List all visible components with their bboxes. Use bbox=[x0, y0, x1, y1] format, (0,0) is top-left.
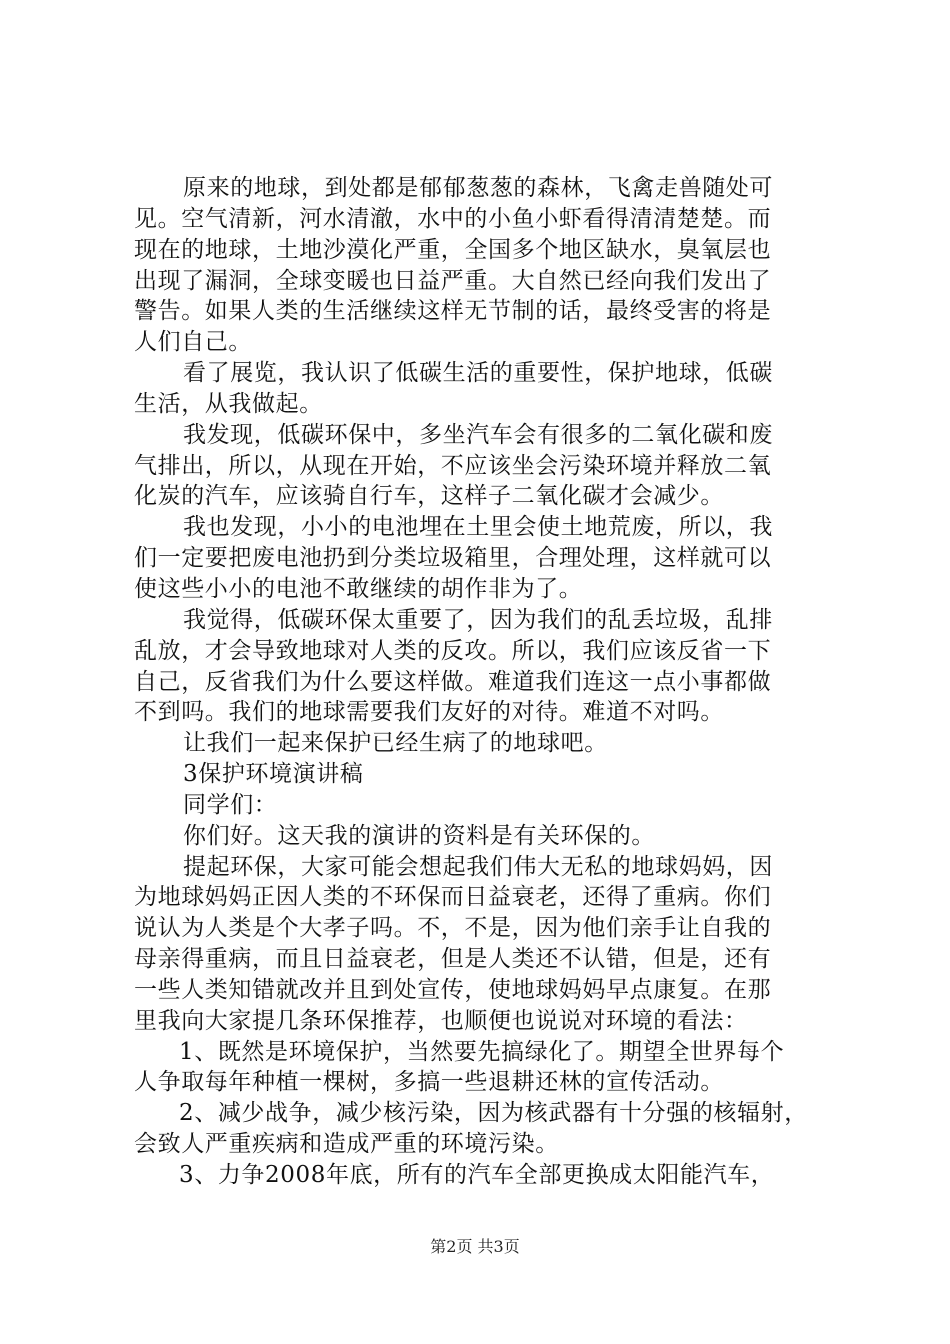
text-line: 我觉得，低碳环保太重要了，因为我们的乱丢垃圾，乱排 bbox=[183, 607, 773, 633]
text-line: 气排出，所以，从现在开始，不应该坐会污染环境并释放二氧 bbox=[134, 453, 772, 479]
text-line: 母亲得重病，而且日益衰老，但是人类还不认错，但是，还有 bbox=[134, 946, 772, 972]
text-line: 3、力争2008年底，所有的汽车全部更换成太阳能汽车， bbox=[179, 1162, 775, 1188]
text-line: 会致人严重疾病和造成严重的环境污染。 bbox=[134, 1131, 559, 1157]
text-line: 不到吗。我们的地球需要我们友好的对待。难道不对吗。 bbox=[134, 699, 724, 725]
text-line: 们一定要把废电池扔到分类垃圾箱里，合理处理，这样就可以 bbox=[134, 545, 772, 571]
text-line: 警告。如果人类的生活继续这样无节制的话，最终受害的将是 bbox=[134, 298, 772, 324]
text-line: 乱放，才会导致地球对人类的反攻。所以，我们应该反省一下 bbox=[134, 638, 772, 664]
text-line: 使这些小小的电池不敢继续的胡作非为了。 bbox=[134, 576, 583, 602]
text-line: 你们好。这天我的演讲的资料是有关环保的。 bbox=[183, 823, 655, 849]
text-line: 让我们一起来保护已经生病了的地球吧。 bbox=[183, 730, 608, 756]
text-line: 自己，反省我们为什么要这样做。难道我们连这一点小事都做 bbox=[134, 669, 772, 695]
text-line: 人争取每年种植一棵树，多搞一些退耕还林的宣传活动。 bbox=[134, 1069, 724, 1095]
text-line: 现在的地球，土地沙漠化严重，全国多个地区缺水，臭氧层也 bbox=[134, 237, 772, 263]
text-line: 生活，从我做起。 bbox=[134, 391, 323, 417]
text-line: 见。空气清新，河水清澈，水中的小鱼小虾看得清清楚楚。而 bbox=[134, 206, 772, 232]
text-line: 人们自己。 bbox=[134, 329, 252, 355]
section-heading: 3保护环境演讲稿 bbox=[183, 761, 364, 787]
text-line: 出现了漏洞，全球变暖也日益严重。大自然已经向我们发出了 bbox=[134, 268, 772, 294]
text-line: 说认为人类是个大孝子吗。不，不是，因为他们亲手让自我的 bbox=[134, 915, 772, 941]
text-line: 我发现，低碳环保中，多坐汽车会有很多的二氧化碳和废 bbox=[183, 422, 773, 448]
text-line: 看了展览，我认识了低碳生活的重要性，保护地球，低碳 bbox=[183, 360, 773, 386]
text-line: 2、减少战争，减少核污染，因为核武器有十分强的核辐射， bbox=[179, 1100, 808, 1126]
page-footer: 第2页 共3页 bbox=[430, 1237, 520, 1256]
text-line: 里我向大家提几条环保推荐，也顺便也说说对环境的看法： bbox=[134, 1008, 748, 1034]
text-line: 化炭的汽车，应该骑自行车，这样子二氧化碳才会减少。 bbox=[134, 483, 724, 509]
text-line: 我也发现，小小的电池埋在土里会使土地荒废，所以，我 bbox=[183, 514, 773, 540]
text-line: 提起环保，大家可能会想起我们伟大无私的地球妈妈，因 bbox=[183, 854, 773, 880]
text-line: 同学们： bbox=[183, 792, 278, 818]
text-line: 原来的地球，到处都是郁郁葱葱的森林，飞禽走兽随处可 bbox=[183, 175, 773, 201]
text-line: 1、既然是环境保护，当然要先搞绿化了。期望全世界每个 bbox=[179, 1039, 785, 1065]
text-line: 一些人类知错就改并且到处宣传，使地球妈妈早点康复。在那 bbox=[134, 977, 772, 1003]
text-line: 为地球妈妈正因人类的不环保而日益衰老，还得了重病。你们 bbox=[134, 884, 772, 910]
